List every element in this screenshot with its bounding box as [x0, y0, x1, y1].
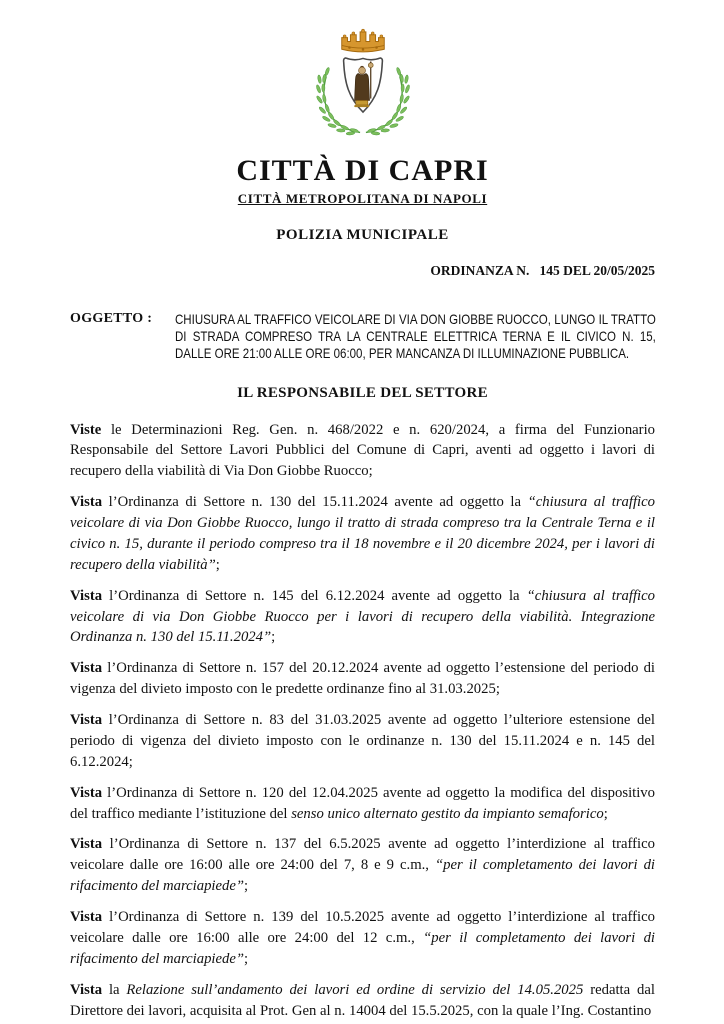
paragraph-segment: l’Ordinanza di Settore n. 157 del 20.12.2024 avente ad oggetto l’estensione del periodo di vigenza del divieto imposto con le predette ordinanze fino al 31.03.2025; — [70, 660, 655, 698]
paragraph — [70, 658, 655, 700]
paragraph-segment: Vista — [70, 660, 103, 677]
paragraph-segment: senso unico alternato gestito da impianto semaforico — [291, 805, 604, 822]
capri-coat-of-arms-icon — [305, 27, 421, 145]
paragraph-segment: “chiusura al traffico veicolare di via Don Giobbe Ruocco, lungo il tratto di strada compreso tra la Centrale Terna e il civico n. 15, durante il periodo compreso tra il 18 novembre e il 20 dicembre 2024, per i lavori di recupero della viabilità” — [70, 494, 655, 573]
paragraph-segment: Relazione sull’andamento dei lavori ed ordine di servizio del 14.05.2025 — [126, 981, 584, 998]
paragraph-segment: le Determinazioni Reg. Gen. n. 468/2022 e n. 620/2024, a firma del Funzionario Responsabile del Settore Lavori Pubblici del Comune di Capri, aventi ad oggetto i lavori di recupero della viabilità di Via Don Giobbe Ruocco; — [70, 421, 655, 480]
paragraph-segment: Vista — [70, 836, 103, 853]
paragraph-segment: Viste — [70, 421, 102, 438]
oggetto-text: CHIUSURA AL TRAFFICO VEICOLARE DI VIA DON GIOBBE RUOCCO, LUNGO IL TRATTO DI STRADA COMPRESO TRA LA CENTRALE ELETTRICA TERNA E IL CIVICO N. 15, DALLE ORE 21:00 ALLE ORE 06:00, PER MANCANZA DI ILLUMINAZIONE PUBBLICA. — [175, 310, 656, 361]
paragraph — [70, 907, 655, 970]
paragraph-segment: Vista — [70, 909, 103, 925]
page-title: CITTÀ DI CAPRI — [236, 154, 489, 187]
paragraph-segment: Vista — [70, 587, 103, 604]
paragraph-segment: “chiusura al traffico veicolare di via Don Giobbe Ruocco per i lavori di recupero della viabilità. Integrazione Ordinanza n. 130 del 15.11.2024” — [70, 587, 655, 646]
city-crest — [305, 27, 421, 150]
paragraph-segment: l’Ordinanza di Settore n. 130 del 15.11.2024 avente ad oggetto la — [102, 494, 528, 511]
paragraph — [70, 783, 655, 825]
paragraph-segment: Vista — [70, 784, 103, 801]
oggetto-row — [70, 311, 655, 362]
paragraph-segment: ; — [271, 629, 276, 646]
paragraph-segment: Vista — [70, 981, 103, 998]
metropolitan-subtitle: CITTÀ METROPOLITANA DI NAPOLI — [237, 190, 488, 206]
oggetto-body — [175, 311, 724, 362]
paragraph — [70, 980, 655, 1022]
shield-icon — [343, 58, 382, 112]
paragraph-segment: l’Ordinanza di Settore n. 83 del 31.03.2025 avente ad oggetto l’ulteriore estensione del periodo di vigenza del divieto imposto con le ordinanze n. 130 del 15.11.2024 e n. 145 del 6.12.2024; — [70, 712, 655, 770]
paragraph-segment: ; — [215, 556, 220, 573]
paragraph — [70, 710, 655, 773]
oggetto-label: OGGETTO : — [70, 310, 153, 326]
ordinance-number-line: ORDINANZA N. 145 DEL 20/05/2025 — [430, 262, 655, 278]
paragraph-segment: ; — [603, 805, 608, 822]
paragraph-segment: “per il completamento dei lavori di rifacimento del marciapiede” — [70, 857, 656, 895]
document-page — [0, 27, 724, 1024]
paragraph-segment: “per il completamento dei lavori di rifacimento del marciapiede” — [70, 929, 655, 967]
section-title: IL RESPONSABILE DEL SETTORE — [237, 384, 488, 401]
paragraph-segment: la — [102, 981, 127, 998]
paragraph — [70, 420, 655, 483]
paragraph — [70, 586, 655, 649]
paragraph-segment: Vista — [70, 494, 103, 511]
paragraph-segment: l’Ordinanza di Settore n. 120 del 12.04.2025 avente ad oggetto la modifica del dispositivo del traffico mediante l’istituzione del — [70, 784, 655, 822]
paragraph-segment: redatta dal Direttore dei lavori, acquisita al Prot. Gen al n. 14004 del 15.5.2025, con la quale l’Ing. Costantino — [70, 981, 655, 1019]
paragraph-segment: l’Ordinanza di Settore n. 137 del 6.5.2025 avente ad oggetto l’interdizione al traffico veicolare dalle ore 16:00 alle ore 24:00 del 7, 8 e 9 c.m., — [70, 836, 655, 874]
paragraph — [70, 492, 655, 576]
paragraph-segment: Vista — [70, 712, 103, 728]
department-title: POLIZIA MUNICIPALE — [276, 226, 449, 243]
paragraph-segment: l’Ordinanza di Settore n. 139 del 10.5.2025 avente ad oggetto l’interdizione al traffico veicolare dalle ore 16:00 alle ore 24:00 del 12 c.m., — [70, 909, 655, 946]
crown-icon — [341, 29, 384, 52]
paragraph-segment: ; — [244, 950, 249, 967]
paragraph-segment: l’Ordinanza di Settore n. 145 del 6.12.2024 avente ad oggetto la — [102, 587, 527, 604]
paragraphs — [70, 420, 655, 1022]
paragraph-segment: ; — [244, 878, 249, 895]
paragraph — [70, 834, 655, 897]
